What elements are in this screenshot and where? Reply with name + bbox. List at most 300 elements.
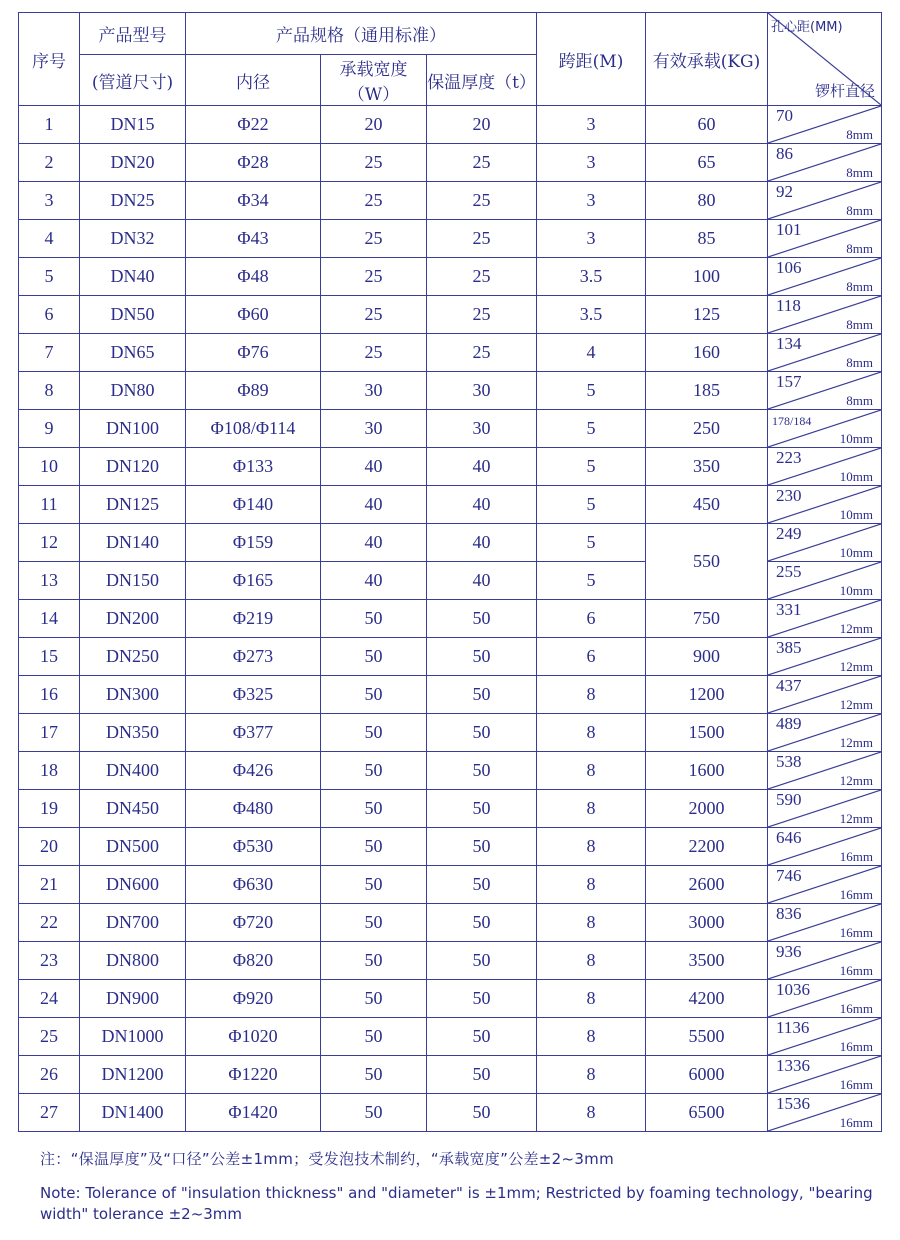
rod-diameter-value: 12mm: [839, 811, 873, 826]
hole-rod-cell: [768, 790, 882, 828]
inner-diameter-cell: Φ1420: [186, 1094, 321, 1132]
inner-diameter-cell: Φ720: [186, 904, 321, 942]
hole-rod-cell: [768, 524, 882, 562]
header-bearing-width: 承载宽度（W）: [321, 55, 427, 106]
span-cell: 3.5: [537, 296, 646, 334]
table-row: [19, 638, 882, 676]
rod-diameter-value: 16mm: [839, 1077, 873, 1092]
table-row: [19, 296, 882, 334]
hole-rod-cell: [768, 296, 882, 334]
bearing-width-cell: 25: [321, 182, 427, 220]
bearing-width-cell: 40: [321, 562, 427, 600]
hole-distance-value: 92: [776, 182, 793, 201]
bearing-width-cell: 50: [321, 866, 427, 904]
hole-rod-cell: [768, 638, 882, 676]
row-number-cell: 24: [19, 980, 80, 1018]
hole-rod-cell: [768, 904, 882, 942]
rod-diameter-value: 8mm: [846, 317, 873, 332]
rod-diameter-value: 16mm: [839, 1115, 873, 1130]
inner-diameter-cell: Φ76: [186, 334, 321, 372]
bearing-width-cell: 50: [321, 1094, 427, 1132]
model-cell: DN140: [80, 524, 186, 562]
hole-rod-cell: [768, 1018, 882, 1056]
row-number-cell: 16: [19, 676, 80, 714]
hole-distance-value: 178/184: [772, 414, 812, 428]
row-number-cell: 12: [19, 524, 80, 562]
table-row: [19, 980, 882, 1018]
bearing-width-cell: 50: [321, 1056, 427, 1094]
hole-distance-value: 249: [776, 524, 802, 543]
load-cell: 6000: [646, 1056, 768, 1094]
insulation-thickness-cell: 30: [427, 372, 537, 410]
inner-diameter-cell: Φ165: [186, 562, 321, 600]
row-number-cell: 25: [19, 1018, 80, 1056]
span-cell: 6: [537, 638, 646, 676]
inner-diameter-cell: Φ820: [186, 942, 321, 980]
span-cell: 8: [537, 790, 646, 828]
hole-distance-value: 1336: [776, 1056, 810, 1075]
table-row: [19, 828, 882, 866]
hole-rod-cell: [768, 106, 882, 144]
bearing-width-cell: 25: [321, 334, 427, 372]
header-pipe-size: (管道尺寸): [80, 55, 186, 106]
header-model: 产品型号: [80, 13, 186, 55]
load-cell: 85: [646, 220, 768, 258]
row-number-cell: 10: [19, 448, 80, 486]
span-cell: 3: [537, 144, 646, 182]
bearing-width-cell: 30: [321, 410, 427, 448]
table-row: [19, 904, 882, 942]
row-number-cell: 13: [19, 562, 80, 600]
load-cell: 80: [646, 182, 768, 220]
table-row: [19, 676, 882, 714]
bearing-width-cell: 30: [321, 372, 427, 410]
inner-diameter-cell: Φ48: [186, 258, 321, 296]
rod-diameter-value: 10mm: [839, 507, 873, 522]
row-number-cell: 22: [19, 904, 80, 942]
inner-diameter-cell: Φ28: [186, 144, 321, 182]
load-cell: 65: [646, 144, 768, 182]
model-cell: DN800: [80, 942, 186, 980]
span-cell: 3: [537, 220, 646, 258]
insulation-thickness-cell: 50: [427, 904, 537, 942]
span-cell: 5: [537, 372, 646, 410]
rod-diameter-value: 12mm: [839, 773, 873, 788]
load-cell: 1200: [646, 676, 768, 714]
span-cell: 8: [537, 714, 646, 752]
insulation-thickness-cell: 50: [427, 600, 537, 638]
rod-diameter-value: 8mm: [846, 241, 873, 256]
bearing-width-cell: 50: [321, 790, 427, 828]
model-cell: DN450: [80, 790, 186, 828]
insulation-thickness-cell: 40: [427, 524, 537, 562]
insulation-thickness-cell: 40: [427, 486, 537, 524]
bearing-width-cell: 50: [321, 980, 427, 1018]
table-row: [19, 790, 882, 828]
spec-table: [18, 12, 882, 1132]
model-cell: DN900: [80, 980, 186, 1018]
rod-diameter-value: 10mm: [839, 469, 873, 484]
hole-rod-cell: [768, 980, 882, 1018]
hole-rod-cell: [768, 486, 882, 524]
hole-rod-cell: [768, 372, 882, 410]
note-english: Note: Tolerance of "insulation thickness" and "diameter" is ±1mm; Restricted by foaming technology, "bearing width" tolerance ±2~3mm: [40, 1184, 873, 1223]
bearing-width-cell: 40: [321, 486, 427, 524]
table-row: [19, 220, 882, 258]
bearing-width-cell: 25: [321, 144, 427, 182]
span-cell: 8: [537, 866, 646, 904]
insulation-thickness-cell: 25: [427, 144, 537, 182]
load-cell: 250: [646, 410, 768, 448]
hole-rod-cell: [768, 866, 882, 904]
hole-distance-value: 1136: [776, 1018, 810, 1037]
model-cell: DN500: [80, 828, 186, 866]
header-insulation: 保温厚度（t）: [427, 55, 537, 106]
hole-distance-value: 157: [776, 372, 802, 391]
span-cell: 8: [537, 752, 646, 790]
table-header: [19, 13, 882, 106]
row-number-cell: 7: [19, 334, 80, 372]
span-cell: 3: [537, 182, 646, 220]
header-load: 有效承载(KG): [646, 13, 768, 106]
hole-distance-value: 385: [776, 638, 802, 657]
bearing-width-cell: 50: [321, 942, 427, 980]
bearing-width-cell: 50: [321, 904, 427, 942]
rod-diameter-value: 12mm: [839, 735, 873, 750]
model-cell: DN700: [80, 904, 186, 942]
hole-rod-cell: [768, 752, 882, 790]
model-cell: DN1000: [80, 1018, 186, 1056]
row-number-cell: 27: [19, 1094, 80, 1132]
table-row: [19, 334, 882, 372]
rod-diameter-value: 8mm: [846, 393, 873, 408]
hole-distance-value: 118: [776, 296, 801, 315]
load-cell: 350: [646, 448, 768, 486]
hole-rod-cell: [768, 1056, 882, 1094]
row-number-cell: 3: [19, 182, 80, 220]
hole-rod-cell: [768, 258, 882, 296]
model-cell: DN100: [80, 410, 186, 448]
bearing-width-cell: 40: [321, 448, 427, 486]
bearing-width-cell: 40: [321, 524, 427, 562]
hole-rod-cell: [768, 828, 882, 866]
insulation-thickness-cell: 40: [427, 562, 537, 600]
bearing-width-cell: 50: [321, 676, 427, 714]
notes: [40, 1148, 880, 1225]
load-cell: 750: [646, 600, 768, 638]
hole-distance-value: 437: [776, 676, 802, 695]
hole-distance-value: 1536: [776, 1094, 810, 1113]
row-number-cell: 9: [19, 410, 80, 448]
hole-distance-value: 936: [776, 942, 802, 961]
load-cell: 4200: [646, 980, 768, 1018]
rod-diameter-value: 16mm: [839, 887, 873, 902]
insulation-thickness-cell: 50: [427, 1094, 537, 1132]
model-cell: DN350: [80, 714, 186, 752]
model-cell: DN300: [80, 676, 186, 714]
row-number-cell: 23: [19, 942, 80, 980]
load-cell: 6500: [646, 1094, 768, 1132]
inner-diameter-cell: Φ133: [186, 448, 321, 486]
insulation-thickness-cell: 25: [427, 334, 537, 372]
load-cell: 1600: [646, 752, 768, 790]
hole-rod-cell: [768, 562, 882, 600]
span-cell: 5: [537, 524, 646, 562]
inner-diameter-cell: Φ1220: [186, 1056, 321, 1094]
bearing-width-cell: 50: [321, 600, 427, 638]
header-inner-dia: 内径: [186, 55, 321, 106]
hole-distance-value: 101: [776, 220, 802, 239]
hole-distance-value: 106: [776, 258, 802, 277]
table-body: [19, 106, 882, 1132]
hole-distance-value: 86: [776, 144, 793, 163]
span-cell: 8: [537, 1094, 646, 1132]
hole-distance-value: 223: [776, 448, 802, 467]
span-cell: 8: [537, 1018, 646, 1056]
inner-diameter-cell: Φ108/Φ114: [186, 410, 321, 448]
insulation-thickness-cell: 50: [427, 714, 537, 752]
inner-diameter-cell: Φ530: [186, 828, 321, 866]
hole-rod-cell: [768, 600, 882, 638]
model-cell: DN250: [80, 638, 186, 676]
hole-distance-value: 255: [776, 562, 802, 581]
span-cell: 8: [537, 1056, 646, 1094]
hole-distance-value: 331: [776, 600, 802, 619]
insulation-thickness-cell: 25: [427, 296, 537, 334]
model-cell: DN200: [80, 600, 186, 638]
hole-rod-cell: [768, 1094, 882, 1132]
hole-rod-cell: [768, 220, 882, 258]
load-cell: 2000: [646, 790, 768, 828]
rod-diameter-value: 8mm: [846, 279, 873, 294]
bearing-width-cell: 50: [321, 752, 427, 790]
row-number-cell: 14: [19, 600, 80, 638]
span-cell: 5: [537, 562, 646, 600]
row-number-cell: 19: [19, 790, 80, 828]
inner-diameter-cell: Φ630: [186, 866, 321, 904]
hole-distance-value: 230: [776, 486, 802, 505]
hole-rod-cell: [768, 714, 882, 752]
hole-rod-cell: [768, 182, 882, 220]
table-row: [19, 752, 882, 790]
hole-distance-value: 746: [776, 866, 802, 885]
bearing-width-cell: 25: [321, 296, 427, 334]
bearing-width-cell: 25: [321, 258, 427, 296]
load-cell: 60: [646, 106, 768, 144]
hole-distance-value: 646: [776, 828, 802, 847]
row-number-cell: 4: [19, 220, 80, 258]
inner-diameter-cell: Φ480: [186, 790, 321, 828]
table-row: [19, 258, 882, 296]
rod-diameter-value: 10mm: [839, 583, 873, 598]
span-cell: 3: [537, 106, 646, 144]
insulation-thickness-cell: 40: [427, 448, 537, 486]
model-cell: DN50: [80, 296, 186, 334]
rod-diameter-value: 8mm: [846, 355, 873, 370]
model-cell: DN32: [80, 220, 186, 258]
header-span: 跨距(M): [537, 13, 646, 106]
rod-diameter-value: 8mm: [846, 127, 873, 142]
load-cell: 2600: [646, 866, 768, 904]
bearing-width-cell: 20: [321, 106, 427, 144]
row-number-cell: 17: [19, 714, 80, 752]
bearing-width-cell: 25: [321, 220, 427, 258]
row-number-cell: 18: [19, 752, 80, 790]
table-row: [19, 410, 882, 448]
model-cell: DN40: [80, 258, 186, 296]
bearing-width-cell: 50: [321, 828, 427, 866]
insulation-thickness-cell: 50: [427, 1018, 537, 1056]
load-cell: 1500: [646, 714, 768, 752]
table-row: [19, 866, 882, 904]
insulation-thickness-cell: 50: [427, 638, 537, 676]
load-cell: 100: [646, 258, 768, 296]
row-number-cell: 2: [19, 144, 80, 182]
load-cell: 450: [646, 486, 768, 524]
rod-diameter-value: 12mm: [839, 621, 873, 636]
rod-diameter-value: 16mm: [839, 849, 873, 864]
load-cell: 2200: [646, 828, 768, 866]
load-cell: 160: [646, 334, 768, 372]
load-cell: 125: [646, 296, 768, 334]
insulation-thickness-cell: 50: [427, 980, 537, 1018]
table-row: [19, 448, 882, 486]
hole-distance-value: 1036: [776, 980, 810, 999]
table-row: [19, 1018, 882, 1056]
insulation-thickness-cell: 50: [427, 942, 537, 980]
rod-diameter-value: 16mm: [839, 1039, 873, 1054]
hole-rod-cell: [768, 676, 882, 714]
row-number-cell: 1: [19, 106, 80, 144]
hole-distance-value: 836: [776, 904, 802, 923]
insulation-thickness-cell: 50: [427, 828, 537, 866]
model-cell: DN65: [80, 334, 186, 372]
table-row: [19, 942, 882, 980]
table-row: [19, 486, 882, 524]
inner-diameter-cell: Φ377: [186, 714, 321, 752]
inner-diameter-cell: Φ34: [186, 182, 321, 220]
rod-diameter-value: 10mm: [839, 545, 873, 560]
insulation-thickness-cell: 50: [427, 866, 537, 904]
note-chinese: 注：“保温厚度”及“口径”公差±1mm；受发泡技术制约，“承载宽度”公差±2~3mm: [40, 1150, 615, 1168]
insulation-thickness-cell: 50: [427, 1056, 537, 1094]
inner-diameter-cell: Φ89: [186, 372, 321, 410]
inner-diameter-cell: Φ920: [186, 980, 321, 1018]
rod-diameter-value: 10mm: [839, 431, 873, 446]
model-cell: DN400: [80, 752, 186, 790]
model-cell: DN1400: [80, 1094, 186, 1132]
inner-diameter-cell: Φ43: [186, 220, 321, 258]
hole-rod-cell: [768, 942, 882, 980]
span-cell: 8: [537, 676, 646, 714]
rod-diameter-value: 8mm: [846, 203, 873, 218]
span-cell: 8: [537, 980, 646, 1018]
row-number-cell: 5: [19, 258, 80, 296]
table-row: [19, 144, 882, 182]
inner-diameter-cell: Φ1020: [186, 1018, 321, 1056]
span-cell: 5: [537, 448, 646, 486]
span-cell: 5: [537, 486, 646, 524]
span-cell: 8: [537, 904, 646, 942]
hole-rod-cell: [768, 448, 882, 486]
table-row: [19, 524, 882, 562]
inner-diameter-cell: Φ426: [186, 752, 321, 790]
rod-diameter-value: 12mm: [839, 697, 873, 712]
span-cell: 5: [537, 410, 646, 448]
hole-rod-cell: [768, 410, 882, 448]
rod-diameter-value: 8mm: [846, 165, 873, 180]
hole-distance-value: 590: [776, 790, 802, 809]
hole-rod-cell: [768, 334, 882, 372]
model-cell: DN80: [80, 372, 186, 410]
rod-diameter-value: 16mm: [839, 1001, 873, 1016]
model-cell: DN25: [80, 182, 186, 220]
hole-distance-value: 489: [776, 714, 802, 733]
rod-diameter-value: 16mm: [839, 925, 873, 940]
span-cell: 8: [537, 828, 646, 866]
inner-diameter-cell: Φ22: [186, 106, 321, 144]
header-rod-diameter: 锣杆直径: [814, 82, 875, 100]
insulation-thickness-cell: 25: [427, 220, 537, 258]
row-number-cell: 21: [19, 866, 80, 904]
load-cell: 5500: [646, 1018, 768, 1056]
model-cell: DN1200: [80, 1056, 186, 1094]
table-row: [19, 1056, 882, 1094]
insulation-thickness-cell: 50: [427, 676, 537, 714]
insulation-thickness-cell: 25: [427, 182, 537, 220]
row-number-cell: 6: [19, 296, 80, 334]
table-row: [19, 182, 882, 220]
model-cell: DN150: [80, 562, 186, 600]
header-hole-rod: [768, 13, 882, 106]
bearing-width-cell: 50: [321, 638, 427, 676]
bearing-width-cell: 50: [321, 1018, 427, 1056]
model-cell: DN125: [80, 486, 186, 524]
hole-distance-value: 134: [776, 334, 802, 353]
inner-diameter-cell: Φ140: [186, 486, 321, 524]
inner-diameter-cell: Φ325: [186, 676, 321, 714]
header-spec-group: 产品规格（通用标准）: [186, 13, 537, 55]
header-hole-distance: 孔心距(MM): [771, 20, 843, 35]
insulation-thickness-cell: 25: [427, 258, 537, 296]
inner-diameter-cell: Φ159: [186, 524, 321, 562]
model-cell: DN15: [80, 106, 186, 144]
table-row: [19, 600, 882, 638]
table-row: [19, 372, 882, 410]
bearing-width-cell: 50: [321, 714, 427, 752]
table-row: [19, 106, 882, 144]
span-cell: 4: [537, 334, 646, 372]
model-cell: DN600: [80, 866, 186, 904]
load-cell: 185: [646, 372, 768, 410]
span-cell: 6: [537, 600, 646, 638]
insulation-thickness-cell: 50: [427, 752, 537, 790]
insulation-thickness-cell: 20: [427, 106, 537, 144]
inner-diameter-cell: Φ60: [186, 296, 321, 334]
row-number-cell: 20: [19, 828, 80, 866]
row-number-cell: 26: [19, 1056, 80, 1094]
row-number-cell: 11: [19, 486, 80, 524]
hole-distance-value: 538: [776, 752, 802, 771]
header-seq: 序号: [19, 13, 80, 106]
span-cell: 3.5: [537, 258, 646, 296]
inner-diameter-cell: Φ219: [186, 600, 321, 638]
rod-diameter-value: 12mm: [839, 659, 873, 674]
row-number-cell: 15: [19, 638, 80, 676]
inner-diameter-cell: Φ273: [186, 638, 321, 676]
span-cell: 8: [537, 942, 646, 980]
hole-rod-cell: [768, 144, 882, 182]
